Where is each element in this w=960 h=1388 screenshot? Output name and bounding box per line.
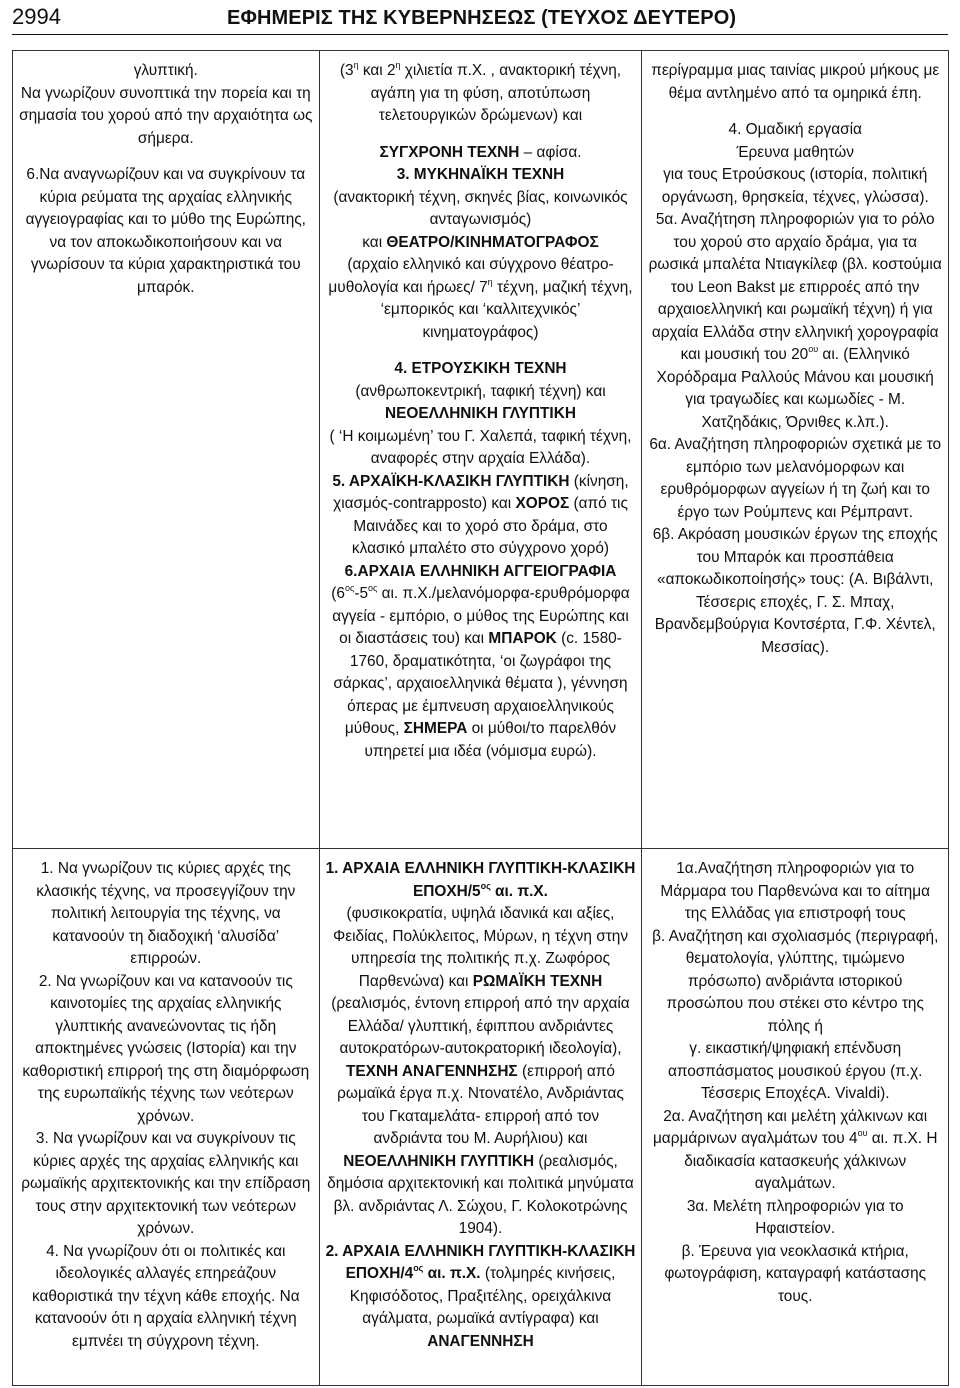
text-run: β. Έρευνα για νεοκλασικά κτήρια, φωτογράφιση, καταγραφή κατάστασης τους.: [664, 1242, 927, 1305]
text-run: τέχνη, μαζική τέχνη, ‘εμπορικός και ‘καλλιτεχνικός’ κινηματογράφος): [380, 278, 633, 341]
text-run: αι. π.Χ./μελανόμορφα-ερυθρόμορφα αγγεία - εμπόριο, ο μύθος της Ευρώπης και οι διαστάσεις του) και: [332, 585, 630, 647]
text-run: 6α. Αναζήτηση πληροφοριών σχετικά με το εμπόριο των μελανόμορφων και ερυθρόμορφων αγγείων ή τη ζωή και το έργο των Ρούμπενς και Ρέμπραντ.: [649, 436, 942, 521]
text-run: (ρεαλισμός, έντονη επιρροή από την αρχαία Ελλάδα/ γλυπτική, έφιππου ανδριάντες αυτοκρατόρων-αυτοκρατορική ιδεολογία),: [331, 995, 630, 1057]
paragraph: [326, 381, 636, 404]
bold-text: ΣΗΜΕΡΑ: [403, 720, 468, 737]
text-run: 1α.Αναζήτηση πληροφοριών για το Μάρμαρα του Παρθενώνα και το αίτημα της Ελλάδας για επιστροφή τους: [660, 860, 930, 922]
objectives-cell: [13, 51, 320, 849]
paragraph: [326, 403, 636, 426]
superscript-text: η: [487, 276, 493, 287]
text-run: -5: [354, 585, 368, 602]
bold-text: 4. ΕΤΡΟΥΣΚΙΚΗ ΤΕΧΝΗ: [394, 360, 567, 377]
superscript-text: ος: [344, 583, 355, 593]
paragraph: [326, 903, 636, 1241]
page-header: [12, 4, 948, 35]
text-run: για τους Ετρούσκους (ιστορία, πολιτική οργάνωση, θρησκεία, τέχνες, γλώσσα).: [661, 166, 929, 206]
paragraph-spacer: [648, 105, 942, 119]
paragraph: [648, 1196, 942, 1241]
text-run: 4. Να γνωρίζουν ότι οι πολιτικές και ιδεολογικές αλλαγές επηρεάζουν καθοριστικά την τέχνη κάθε εποχής. Να κατανοούν ότι η αρχαία ελληνική τέχνη εμπνέει τη σύγχρονη τέχνη.: [31, 1242, 300, 1350]
paragraph: [648, 1038, 942, 1106]
content-cell: [319, 51, 642, 849]
text-run: Έρευνα μαθητών: [736, 143, 854, 161]
superscript-text: η: [353, 60, 359, 70]
text-run: 5α. Αναζήτηση πληροφοριών για το ρόλο του χορού στο αρχαίο δράμα, για τα ρωσικά μπαλέτα Ντιαγκίλεφ (βλ. κοστούμια του Leon Bakst με επιρροές από την αρχαιοελληνική και ρωμαϊκή τέχνη) ή για αρχαία Ελλάδα στην ελληνική χορογραφία και μουσική του 20: [648, 211, 942, 363]
text-run: γλυπτική.: [133, 62, 198, 79]
text-run: 2. Να γνωρίζουν και να κατανοούν τις καινοτομίες της αρχαίας ελληνικής γλυπτικής ανανεώνοντας τις ήδη αποκτημένες γνώσεις (Ιστορία) και την καθοριστική επιρροή της στη διαμόρφωση της ευρωπαϊκής τέχνης των νεότερων χρόνων.: [22, 972, 310, 1125]
paragraph: [648, 1106, 942, 1196]
paragraph: [648, 209, 942, 434]
text-run: (τολμηρές κινήσεις, Κηφισόδοτος, Πραξιτέλης, ορειχάλκινα αγάλματα, ρωμαϊκά αντίγραφα) και: [349, 1265, 616, 1327]
paragraph: [648, 60, 942, 105]
text-run: (ρεαλισμός, δημόσια αρχιτεκτονική και πολιτικά μηνύματα βλ. ανδριάντας Λ. Σώχου, Γ. Κολοκοτρώνης 1904).: [327, 1152, 634, 1237]
text-run: (ανθρωποκεντρική, ταφική τέχνη) και: [355, 382, 606, 400]
paragraph: [648, 119, 942, 142]
paragraph: [19, 971, 313, 1129]
paragraph-spacer: [326, 344, 636, 358]
content-cell: [319, 849, 642, 1386]
activities-cell: [642, 849, 949, 1386]
paragraph: [648, 1241, 942, 1309]
gazette-title: ΕΦΗΜΕΡΙΣ ΤΗΣ ΚΥΒΕΡΝΗΣΕΩΣ (ΤΕΥΧΟΣ ΔΕΥΤΕΡΟ): [227, 7, 737, 29]
paragraph: [326, 142, 636, 165]
bold-text: ΤΕΧΝΗ ΑΝΑΓΕΝΝΗΣΗΣ: [346, 1062, 518, 1080]
text-run: (αρχαίο ελληνικό και σύγχρονο θέατρο-μυθολογία και ήρωες/ 7: [328, 256, 614, 296]
bold-text: ΘΕΑΤΡΟ/ΚΙΝΗΜΑΤΟΓΡΑΦΟΣ: [386, 233, 599, 251]
text-run: (φυσικοκρατία, υψηλά ιδανικά και αξίες, Φειδίας, Πολύκλειτος, Μύρων, η τέχνη στην υπηρεσία της πολιτικής π.χ. Ζωφόρος Παρθενώνα) και: [332, 905, 629, 990]
bold-text: 3. ΜΥΚΗΝΑΪΚΗ ΤΕΧΝΗ: [396, 166, 565, 183]
text-run: – αφίσα.: [519, 143, 582, 161]
paragraph: [648, 142, 942, 165]
paragraph: [19, 60, 313, 83]
bold-text: 1. ΑΡΧΑΙΑ ΕΛΛΗΝΙΚΗ ΓΛΥΠΤΙΚΗ-ΚΛΑΣΙΚΗ ΕΠΟΧΗ/5: [325, 860, 636, 900]
text-run: ( ‘Η κοιμωμένη’ του Γ. Χαλεπά, ταφική τέχνη, αναφορές στην αρχαία Ελλάδα).: [329, 427, 632, 467]
bold-text: 5. ΑΡΧΑΪΚΗ-ΚΛΑΣΙΚΗ ΓΛΥΠΤΙΚΗ: [332, 472, 570, 490]
paragraph: [19, 1128, 313, 1241]
superscript-text: ος: [368, 583, 378, 593]
paragraph: [19, 83, 313, 151]
paragraph: [648, 434, 942, 524]
page-number: 2994: [12, 4, 61, 29]
text-run: χιλιετία π.Χ. , ανακτορική τέχνη, αγάπη για τη φύση, αποτύπωση τελετουργικών δρώμενων) και: [370, 62, 622, 124]
text-run: Να γνωρίζουν συνοπτικά την πορεία και τη σημασία του χορού από την αρχαιότητα ως σήμερα.: [19, 84, 313, 147]
paragraph: [326, 187, 636, 232]
paragraph: [648, 164, 942, 209]
bold-text: ΑΝΑΓΕΝΝΗΣΗ: [427, 1332, 534, 1350]
text-run: (3: [339, 62, 354, 79]
paragraph: [19, 858, 313, 971]
bold-text: ΧΟΡΟΣ: [515, 495, 570, 512]
bold-text: αι. π.Χ.: [423, 1265, 481, 1282]
bold-text: 2. ΑΡΧΑΙΑ ΕΛΛΗΝΙΚΗ ΓΛΥΠΤΙΚΗ-ΚΛΑΣΙΚΗ ΕΠΟΧΗ/4: [325, 1242, 636, 1282]
text-run: οι μύθοι/το παρελθόν υπηρετεί μια ιδέα (νόμισμα ευρώ).: [364, 720, 617, 760]
paragraph: [19, 164, 313, 299]
text-run: 4. Ομαδική εργασία: [728, 121, 862, 138]
paragraph: [19, 1241, 313, 1354]
text-run: (6: [331, 585, 345, 602]
paragraph: [648, 858, 942, 926]
text-run: (c. 1580-1760, δραματικότητα, ‘οι ζωγράφοι της σάρκας’, αρχαιοελληνικά θέματα ), γέννηση όπερας με έμπνευση αρχαιοελληνικούς μύθους,: [333, 630, 628, 737]
activities-cell: [642, 51, 949, 849]
paragraph-spacer: [326, 128, 636, 142]
bold-text: αι. π.Χ.: [490, 882, 548, 900]
text-run: και 2: [358, 62, 396, 79]
paragraph: [326, 164, 636, 187]
bold-text: 6.ΑΡΧΑΙΑ ΕΛΛΗΝΙΚΗ ΑΓΓΕΙΟΓΡΑΦΙΑ: [344, 562, 617, 580]
text-run: 3α. Μελέτη πληροφοριών για το Ηφαιστείον.: [686, 1197, 904, 1237]
text-run: αι. π.Χ. Η διαδικασία κατασκευής χάλκινων αγαλμάτων.: [684, 1130, 938, 1192]
superscript-text: ος: [480, 880, 491, 891]
curriculum-table: [12, 50, 949, 1386]
bold-text: ΜΠΑΡΟΚ: [488, 630, 557, 647]
paragraph: [326, 583, 636, 763]
text-run: και: [362, 233, 387, 251]
paragraph: [326, 858, 636, 903]
paragraph: [326, 232, 636, 255]
text-run: 6β. Ακρόαση μουσικών έργων της εποχής του Μπαρόκ και προσπάθεια «αποκωδικοποίησής» τους: (Α. Βιβάλντι, Τέσσερις εποχές, Γ. Σ. Μπαχ, Βρανδεμβούργια Κοντσέρτα, Γ.Φ. Χέντελ, Μεσσίας).: [652, 526, 938, 656]
paragraph: [326, 471, 636, 561]
text-run: (επιρροή από ρωμαϊκά έργα π.χ. Ντονατέλο, Ανδριάντας του Γκαταμελάτα- επιρροή από τον ανδριάντα του Μ. Αυρήλιου) και: [337, 1062, 624, 1147]
bold-text: ΡΩΜΑΪΚΗ ΤΕΧΝΗ: [472, 972, 603, 990]
bold-text: ΝΕΟΕΛΛΗΝΙΚΗ ΓΛΥΠΤΙΚΗ: [385, 405, 576, 422]
superscript-text: ου: [857, 1128, 868, 1138]
superscript-text: ος: [413, 1263, 424, 1273]
table-row: [13, 849, 949, 1386]
objectives-cell: [13, 849, 320, 1386]
bold-text: ΣΥΓΧΡΟΝΗ ΤΕΧΝΗ: [379, 143, 520, 161]
paragraph: [648, 926, 942, 1039]
paragraph: [326, 254, 636, 344]
text-run: (κίνηση, χιασμός-contrapposto) και: [333, 472, 629, 512]
text-run: 6.Να αναγνωρίζουν και να συγκρίνουν τα κύρια ρεύματα της αρχαίας ελληνικής αγγειογραφίας και το μύθο της Ευρώπης, να τον αποκωδικοποιήσουν και να γνωρίσουν τα κύρια χαρακτηριστικά του μπαρόκ.: [25, 166, 306, 296]
text-run: (από τις Μαινάδες και το χορό στο δράμα, στο κλασικό μπαλέτο στο σύγχρονο χορό): [351, 495, 628, 557]
paragraph: [326, 358, 636, 381]
paragraph: [648, 524, 942, 659]
text-run: 1. Να γνωρίζουν τις κύριες αρχές της κλασικής τέχνης, να προσεγγίζουν την πολιτική λειτουργία της τέχνης, να κατανοούν τη διαδοχική ‘αλυσίδα’ επιρροών.: [36, 860, 296, 967]
superscript-text: η: [395, 60, 401, 70]
paragraph: [326, 60, 636, 128]
text-run: περίγραμμα μιας ταινίας μικρού μήκους με θέμα αντλημένο από τα ομηρικά έπη.: [651, 62, 940, 102]
text-run: γ. εικαστική/ψηφιακή επένδυση αποσπάσματος μουσικού έργου (π.χ. Τέσσερις ΕποχέςΑ. Vivaldi).: [667, 1040, 923, 1102]
superscript-text: ου: [808, 344, 819, 354]
text-run: β. Αναζήτηση και σχολιασμός (περιγραφή, θεματολογία, γλύπτης, τιμώμενο πρόσωπο) ανδριάντα ιστορικού προσώπου που στέκει στο κέντρο της πόλης ή: [652, 927, 939, 1035]
paragraph: [326, 1241, 636, 1354]
table-row: [13, 51, 949, 849]
text-run: (ανακτορική τέχνη, σκηνές βίας, κοινωνικός ανταγωνισμός): [333, 188, 628, 228]
text-run: αι. (Ελληνικό Χορόδραμα Ραλλούς Μάνου και μουσική για τραγωδίες και κωμωδίες - Μ. Χατζηδάκις, Όρνιθες κ.λπ.).: [656, 346, 934, 431]
text-run: 3. Να γνωρίζουν και να συγκρίνουν τις κύριες αρχές της αρχαίας ελληνικής και ρωμαϊκής αρχιτεκτονικής και την επίδραση τους στην αρχιτεκτονική των νεότερων χρόνων.: [21, 1130, 311, 1237]
bold-text: ΝΕΟΕΛΛΗΝΙΚΗ ΓΛΥΠΤΙΚΗ: [343, 1152, 535, 1170]
paragraph: [326, 561, 636, 584]
paragraph: [326, 426, 636, 471]
paragraph-spacer: [19, 150, 313, 164]
text-run: 2α. Αναζήτηση και μελέτη χάλκινων και μαρμάρινων αγαλμάτων του 4: [652, 1107, 928, 1147]
